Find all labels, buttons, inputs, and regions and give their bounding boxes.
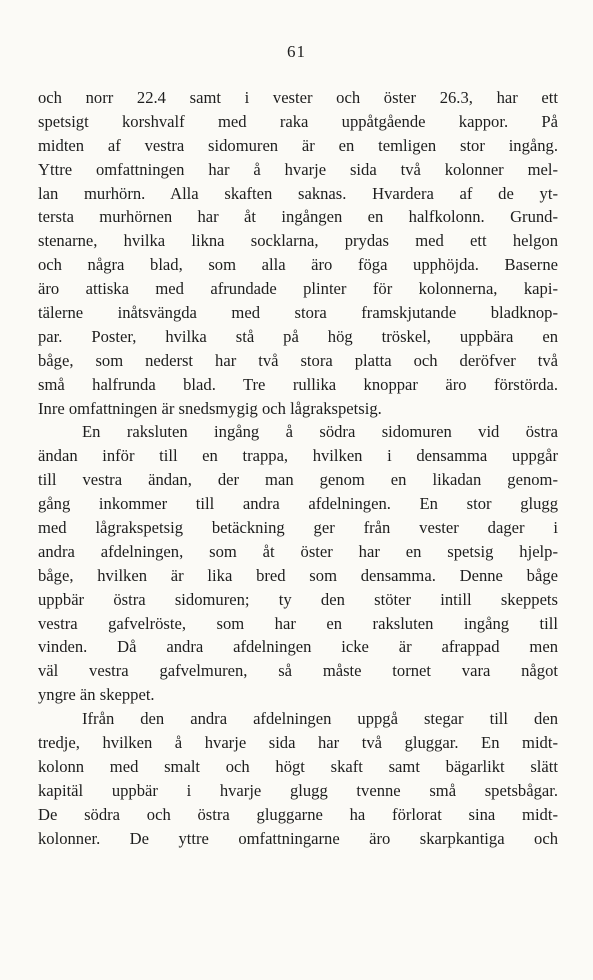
text-line: äro attiska med afrundade plinter för kolonnerna, kapi- <box>38 279 558 299</box>
text-line: tersta murhörnen har åt ingången en halfkolonn. Grund- <box>38 207 558 227</box>
text-line: vinden. Då andra afdelningen icke är afrappad men <box>38 637 558 657</box>
text-line: uppbär östra sidomuren; ty den stöter intill skeppets <box>38 589 558 609</box>
text-line: tälerne inåtsvängda med stora framskjutande bladknop- <box>38 303 558 323</box>
text-line: båge, hvilken är lika bred som densamma. Denne båge <box>38 565 558 585</box>
text-line: små halfrunda blad. Tre rullika knoppar äro förstörda. <box>38 374 558 394</box>
text-line: yngre än skeppet. <box>38 685 155 705</box>
text-line: gång inkommer till andra afdelningen. En stor glugg <box>38 494 558 514</box>
text-line: tredje, hvilken å hvarje sida har två gluggar. En midt- <box>38 733 558 753</box>
text-line: väl vestra gafvelmuren, så måste tornet vara något <box>38 661 558 681</box>
text-line: midten af vestra sidomuren är en temligen stor ingång. <box>38 135 558 155</box>
text-line: kolonner. De yttre omfattningarne äro skarpkantiga och <box>38 828 558 848</box>
text-line: med lågrakspetsig betäckning ger från vester dager i <box>38 518 558 538</box>
text-line: Yttre omfattningen har å hvarje sida två kolonner mel- <box>38 159 558 179</box>
body-text <box>38 86 558 851</box>
page-number: 61 <box>287 42 306 61</box>
text-line: Inre omfattningen är snedsmygig och lågrakspetsig. <box>38 398 382 418</box>
text-line: ändan inför till en trappa, hvilken i densamma uppgår <box>38 446 558 466</box>
text-line: De södra och östra gluggarne ha förlorat sina midt- <box>38 804 558 824</box>
text-line: Ifrån den andra afdelningen uppgå stegar till den <box>82 709 558 729</box>
text-line: kolonn med smalt och högt skaft samt bägarlikt slätt <box>38 756 558 776</box>
text-line: par. Poster, hvilka stå på hög tröskel, uppbära en <box>38 326 558 346</box>
text-line: och norr 22.4 samt i vester och öster 26.3, har ett <box>38 88 558 107</box>
text-line: båge, som nederst har två stora platta och deröfver två <box>38 350 558 370</box>
text-line: kapitäl uppbär i hvarje glugg tvenne små spetsbågar. <box>38 780 558 800</box>
text-line: stenarne, hvilka likna socklarna, prydas med ett helgon <box>38 231 558 251</box>
text-line: lan murhörn. Alla skaften saknas. Hvardera af de yt- <box>38 183 558 203</box>
text-line: En raksluten ingång å södra sidomuren vid östra <box>82 422 558 442</box>
text-line: till vestra ändan, der man genom en likadan genom- <box>38 470 558 490</box>
text-line: och några blad, som alla äro föga upphöjda. Baserne <box>38 255 558 275</box>
text-line: andra afdelningen, som åt öster har en spetsig hjelp- <box>38 541 558 561</box>
text-line: spetsigt korshvalf med raka uppåtgående kappor. På <box>38 111 558 131</box>
text-line: vestra gafvelröste, som har en raksluten ingång till <box>38 613 558 633</box>
